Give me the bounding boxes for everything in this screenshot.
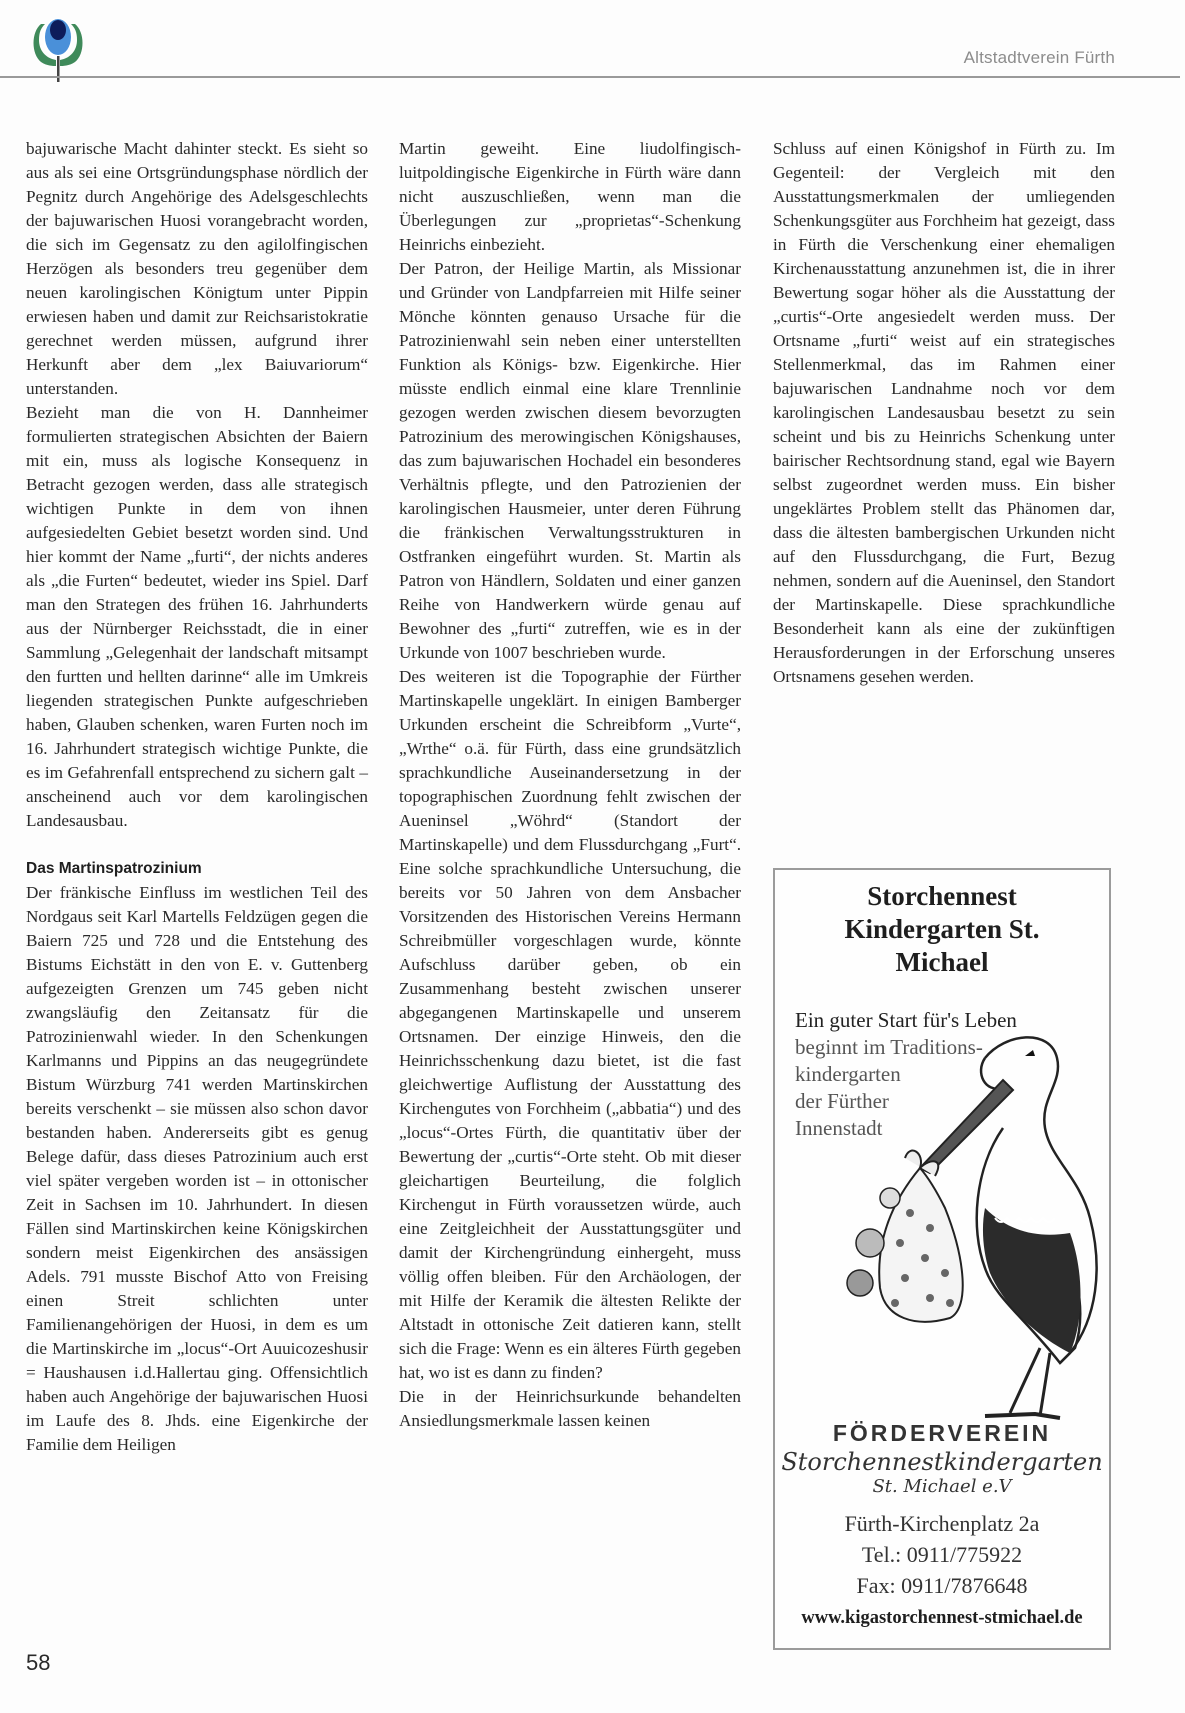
paragraph: Martin geweiht. Eine liudolfingisch-luitpoldingische Eigenkirche in Fürth wäre dann nicht auszuschließen, wenn man die Überlegungen zur „proprietas“-Schenkung Heinrichs einbezieht. (399, 139, 741, 254)
paragraph: Schluss auf einen Königshof in Fürth zu. Im Gegenteil: der Vergleich mit den Ausstattungsmerkmalen der umliegenden Schenkungsgüter aus Forchheim hat gezeigt, dass in Fürth die Verschenkung einer ehemaligen Kirchenausstattung anzunehmen ist, die in ihrer Bewertung sogar höher als die Ausstattung der „curtis“-Orte angesiedelt werden muss. Der Ortsname „furti“ weist auf ein strategisches Stellenmerkmal, das im Rahmen einer bajuwarischen Landnahme noch vor dem karolingischen Landesausbau besetzt zu sein scheint und bis zu Heinrichs Schenkung unter bairischer Rechtsordnung stand, egal wie Bayern selbst zugeordnet werden muss. Ein bisher ungeklärtes Problem stellt das Phänomen dar, dass die ältesten bambergischen Urkunden nicht auf den Flussdurchgang, die Furt, Bezug nehmen, sondern auf die Aueninsel, den Standort der Martinskapelle. Diese sprachkundliche Besonderheit kann als eine der zukünftigen Herausforderungen in der Erforschung unseres Ortsnamens gesehen werden. (773, 139, 1115, 686)
ad-contact (775, 1508, 1109, 1601)
ad-title-line: Storchennest (867, 881, 1017, 911)
ad-phone: Tel.: 0911/775922 (861, 1542, 1023, 1567)
paragraph: bajuwarische Macht dahinter steckt. Es sieht so aus als sei eine Ortsgründungsphase nördlich der Pegnitz durch Angehörige des Adelsgeschlechts der bajuwarischen Huosi vorangebracht worden, die sich im Gegensatz zu den agilolfingischen Herzögen als besonders treu gegenüber dem neuen karolingischen Königtum unter Pippin erwiesen haben und damit zur Reichsaristokratie gerechnet werden müssen, aufgrund ihrer Herkunft aber dem „lex Baiuvariorum“ unterstanden. (26, 139, 368, 398)
ad-title-line: Kindergarten St. (844, 914, 1040, 944)
ad-slogan-line: Ein guter Start für's Leben (795, 1008, 1017, 1032)
ad-slogan-line: der Fürther (795, 1089, 889, 1113)
verein-name: FÖRDERVEREIN (832, 1420, 1052, 1446)
article-column-3 (773, 137, 1115, 689)
article-column-1 (26, 137, 368, 1457)
ad-title (775, 880, 1109, 979)
page-number: 58 (26, 1650, 51, 1675)
paragraph: Die in der Heinrichsurkunde behandelten Ansiedlungsmerkmale lassen keinen (399, 1387, 741, 1430)
ad-slogan (795, 1007, 1017, 1142)
tree-logo-icon (27, 10, 89, 84)
paragraph: Des weiteren ist die Topographie der Fürther Martinskapelle ungeklärt. In einigen Bamberger Urkunden erscheint die Schreibform „Vurte“, „Wrthe“ o.ä. für Fürth, dass eine grundsätzlich sprachkundliche Auseinandersetzung in der topographischen Zuordnung fehlt zwischen der Aueninsel „Wöhrd“ (Standort der Martinskapelle) und dem Flussdurchgang „Furt“. Eine solche sprachkundliche Untersuchung, die bereits vor 50 Jahren von dem Ansbacher Vorsitzenden des Historischen Vereins Hermann Schreibmüller vorgeschlagen wurde, könnte Aufschluss darüber geben, ob ein Zusammenhang besteht zwischen unserer abgegangenen Martinskapelle und unserem Ortsnamen. Der einzige Hinweis, den die Heinrichsschenkung dazu bietet, ist die fast gleichwertige Auflistung der Ausstattung des Kirchengutes von Forchheim („abbatia“) und des „locus“-Ortes Fürth, die quantitativ über der Bewertung der „curtis“-Orte steht. Ob mit dieser gleichartigen Beurteilung, die folglich Kirchengut in Fürth voraussetzen würde, auch eine Zeitgleichheit der Ausstattungsgüter und damit der Kirchengründung einhergeht, muss völlig offen bleiben. Für den Archäologen, der mit Hilfe der Keramik die ältesten Relikte der Altstadt in ottonische Zeit datieren kann, stellt sich die Frage: Wenn es ein älteres Fürth gegeben hat, wo ist es dann zu finden? (399, 667, 741, 1382)
ad-slogan-line: kindergarten (795, 1062, 901, 1086)
header-divider (0, 76, 1180, 78)
ad-address: Fürth-Kirchenplatz 2a (844, 1511, 1040, 1536)
paragraph: Der Patron, der Heilige Martin, als Missionar und Gründer von Landpfarreien mit Hilfe seiner Mönche könnten genauso Ursache für die Patrozinienwahl sein neben einer unterstellten Funktion als Königs- bzw. Eigenkirche. Hier müsste endlich einmal eine klare Trennlinie gezogen werden zwischen diesem bevorzugten Patrozinium des merowingischen Königshauses, das zum bajuwarischen Hochadel ein besonderes Verhältnis pflegte, und den Patrozienien der karolingischen Hausmeier, unter deren Führung die fränkischen Verwaltungsstrukturen in Ostfranken eingeführt wurden. St. Martin als Patron von Händlern, Soldaten und einer ganzen Reihe von Handwerkern würde genau auf Bewohner des „furti“ zutreffen, wie es in der Urkunde von 1007 beschrieben wurde. (399, 259, 741, 662)
ad-website-link[interactable]: www.kigastorchennest-stmichael.de (801, 1608, 1083, 1628)
kindergarten-advertisement (773, 868, 1111, 1650)
header-title: Altstadtverein Fürth (963, 48, 1115, 67)
ad-slogan-line: beginnt im Traditions- (795, 1035, 983, 1059)
ad-slogan-line: Innenstadt (795, 1116, 883, 1140)
verein-subtitle: Storchennestkindergarten (781, 1448, 1103, 1476)
verein-subtitle: St. Michael e.V (872, 1476, 1012, 1497)
paragraph: Der fränkische Einfluss im westlichen Teil des Nordgaus seit Karl Martells Feldzügen gegen die Baiern 725 und 728 und die Entstehung des Bistums Eichstätt in den von E. v. Guttenberg aufgezeigten Grenzen um 745 geben nicht zwangsläufig den Zeitansatz für die Patrozinienwahl wieder. In den Schenkungen Karlmanns und Pippins an das neugegründete Bistum Würzburg 741 werden Martinskirchen bereits verschenkt – sie müssen also schon davor bestanden haben. Andererseits gibt es genug Belege dafür, dass dieses Patrozinium auch erst viel später vergeben worden ist – in ottonischer Zeit in Sachsen im 10. Jahrhundert. In diesen Fällen sind Martinskirchen keine Königskirchen sondern meist Eigenkirchen des ansässigen Adels. 791 musste Bischof Atto von Freising einen Streit schlichten unter Familienangehörigen der Huosi, in dem es um die Martinskirche im „locus“-Ort Auuicozeshusir = Haushausen i.d.Hallertau ging. Offensichtlich haben auch Angehörige der bajuwarischen Huosi im Laufe des 8. Jhds. eine Eigenkirche der Familie dem Heiligen (26, 883, 368, 1454)
section-heading: Das Martinspatrozinium (26, 860, 202, 877)
paragraph: Bezieht man die von H. Dannheimer formulierten strategischen Absichten der Baiern mit ein, muss als logische Konsequenz in Betracht gezogen werden, dass alle strategisch wichtigen Punkte in dem von ihnen aufgesiedelten Gebiet besetzt worden sind. Und hier kommt der Name „furti“, der nichts anderes als „die Furten“ bedeutet, wieder ins Spiel. Darf man den Strategen des frühen 16. Jahrhunderts aus der Nürnberger Reichsstadt, die in einer Sammlung „Gelegenhait der landschaft mitsampt den furtten und hellten darinne“ alle im Umkreis liegenden strategischen Punkte aufgeschrieben haben, Glauben schenken, waren Furten noch im 16. Jahrhundert strategisch wichtige Punkte, die es im Gefahrenfall entsprechend zu sichern galt – anscheinend auch vor dem karolingischen Landesausbau. (26, 403, 368, 830)
article-column-2 (399, 137, 741, 1433)
ad-fax: Fax: 0911/7876648 (856, 1573, 1028, 1598)
ad-title-line: Michael (895, 947, 989, 977)
foerderverein-logo (775, 1418, 1109, 1498)
